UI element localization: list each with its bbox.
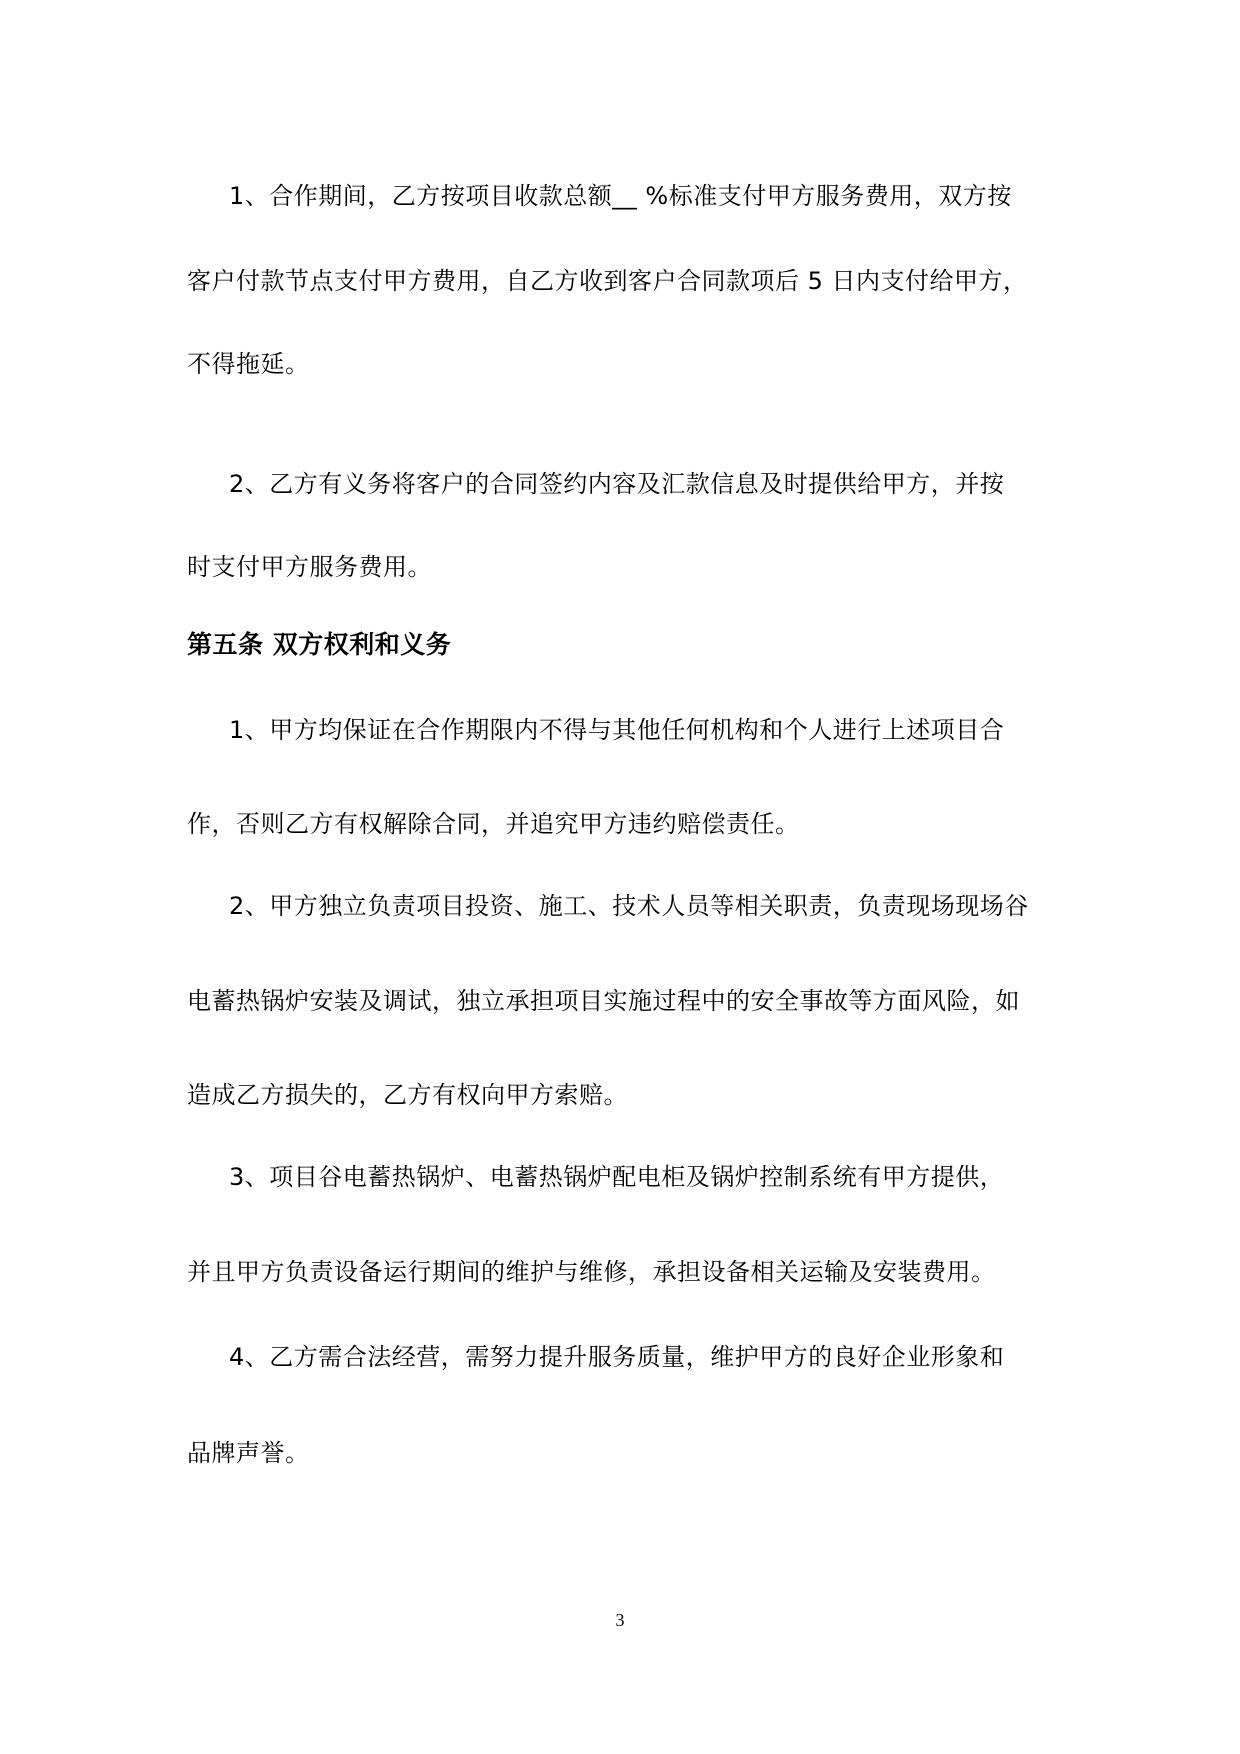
paragraph-line: 时支付甲方服务费用。: [187, 553, 432, 581]
paragraph-line: 品牌声誉。: [187, 1439, 310, 1467]
page-number: 3: [615, 1610, 625, 1630]
paragraph-line: 电蓄热锅炉安装及调试，独立承担项目实施过程中的安全事故等方面风险，如: [187, 987, 1020, 1015]
paragraph-line: 造成乙方损失的，乙方有权向甲方索赔。: [187, 1081, 628, 1109]
paragraph-line: 1、合作期间，乙方按项目收款总额__ %标准支付甲方服务费用，双方按: [229, 182, 1012, 210]
paragraph-line: 2、甲方独立负责项目投资、施工、技术人员等相关职责，负责现场现场谷: [229, 892, 1029, 920]
section-heading: 第五条 双方权利和义务: [187, 630, 452, 659]
paragraph-line: 4、乙方需合法经营，需努力提升服务质量，维护甲方的良好企业形象和: [229, 1343, 1005, 1371]
paragraph-line: 2、乙方有义务将客户的合同签约内容及汇款信息及时提供给甲方，并按: [229, 470, 1005, 498]
paragraph-line: 3、项目谷电蓄热锅炉、电蓄热锅炉配电柜及锅炉控制系统有甲方提供，: [229, 1163, 1005, 1191]
paragraph-line: 不得拖延。: [187, 350, 310, 378]
paragraph-line: 客户付款节点支付甲方费用，自乙方收到客户合同款项后 5 日内支付给甲方，: [187, 267, 1028, 295]
paragraph-line: 1、甲方均保证在合作期限内不得与其他任何机构和个人进行上述项目合: [229, 716, 1005, 744]
paragraph-line: 作，否则乙方有权解除合同，并追究甲方违约赔偿责任。: [187, 810, 800, 838]
paragraph-line: 并且甲方负责设备运行期间的维护与维修，承担设备相关运输及安装费用。: [187, 1258, 996, 1286]
